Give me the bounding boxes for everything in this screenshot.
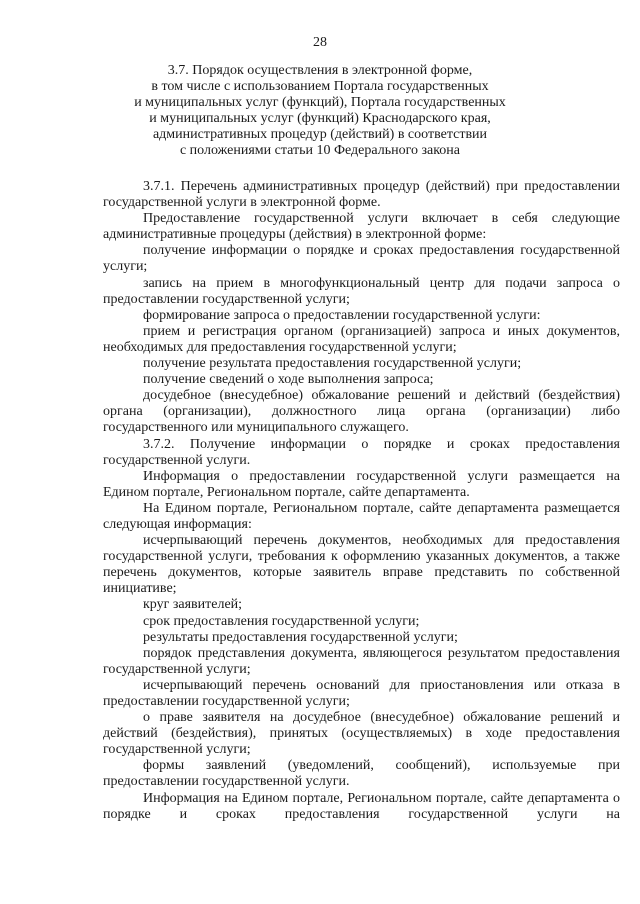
heading-line: в том числе с использованием Портала государственных	[151, 79, 489, 95]
list-item: исчерпывающий перечень оснований для приостановления или отказа в предоставлении государственной услуги;	[103, 677, 620, 709]
heading-line: 3.7. Порядок осуществления в электронной форме,	[167, 63, 473, 78]
list-item: о праве заявителя на досудебное (внесудебное) обжалование решений и действий (бездействия), принятых (осуществляемых) в ходе предоставления государственной услуги;	[103, 710, 620, 758]
heading-line: административных процедур (действий) в соответствии	[152, 127, 488, 143]
paragraph-3-7-1: 3.7.1. Перечень административных процедур (действий) при предоставлении государственной услуги в электронной форме.	[103, 179, 620, 211]
section-heading	[80, 63, 560, 160]
list-item: досудебное (внесудебное) обжалование решений и действий (бездействия) органа (организации), должностного лица органа (организации) либо государственного или муниципального служащего.	[103, 388, 620, 436]
list-item: получение результата предоставления государственной услуги;	[143, 356, 522, 372]
paragraph: Информация на Едином портале, Региональном портале, сайте департамента о порядке и сроках предоставления государственной услуги на	[103, 790, 620, 822]
list-item: формирование запроса о предоставлении государственной услуги:	[143, 307, 541, 323]
list-item: получение сведений о ходе выполнения запроса;	[143, 372, 434, 388]
body-text	[103, 179, 620, 823]
list-item: запись на прием в многофункциональный центр для подачи запроса о предоставлении государственной услуги;	[103, 275, 620, 307]
page-number: 28	[313, 35, 327, 50]
paragraph: Информация о предоставлении государственной услуги размещается на Едином портале, Региональном портале, сайте департамента.	[103, 468, 620, 500]
list-item: получение информации о порядке и сроках предоставления государственной услуги;	[103, 243, 620, 275]
heading-line: и муниципальных услуг (функций), Портала государственных	[134, 95, 506, 111]
list-item: прием и регистрация органом (организацией) запроса и иных документов, необходимых для предоставления государственной услуги;	[103, 323, 620, 355]
list-item: исчерпывающий перечень документов, необходимых для предоставления государственной услуги, требования к оформлению указанных документов, а также перечень документов, которые заявитель вправе представить по собственной инициативе;	[103, 533, 620, 597]
paragraph-3-7-2: 3.7.2. Получение информации о порядке и сроках предоставления государственной услуги.	[103, 436, 620, 468]
list-item: результаты предоставления государственной услуги;	[143, 629, 458, 645]
heading-line: с положениями статьи 10 Федерального закона	[179, 143, 461, 159]
list-item: срок предоставления государственной услуги;	[143, 613, 420, 629]
heading-line: и муниципальных услуг (функций) Краснодарского края,	[149, 111, 491, 127]
list-item: формы заявлений (уведомлений, сообщений), используемые при предоставлении государственной услуги.	[103, 758, 620, 790]
paragraph: Предоставление государственной услуги включает в себя следующие административные процедуры (действия) в электронной форме:	[103, 211, 620, 243]
paragraph: На Едином портале, Региональном портале, сайте департамента размещается следующая информация:	[103, 500, 620, 532]
list-item: порядок представления документа, являющегося результатом предоставления государственной услуги;	[103, 645, 620, 677]
list-item: круг заявителей;	[143, 597, 243, 613]
